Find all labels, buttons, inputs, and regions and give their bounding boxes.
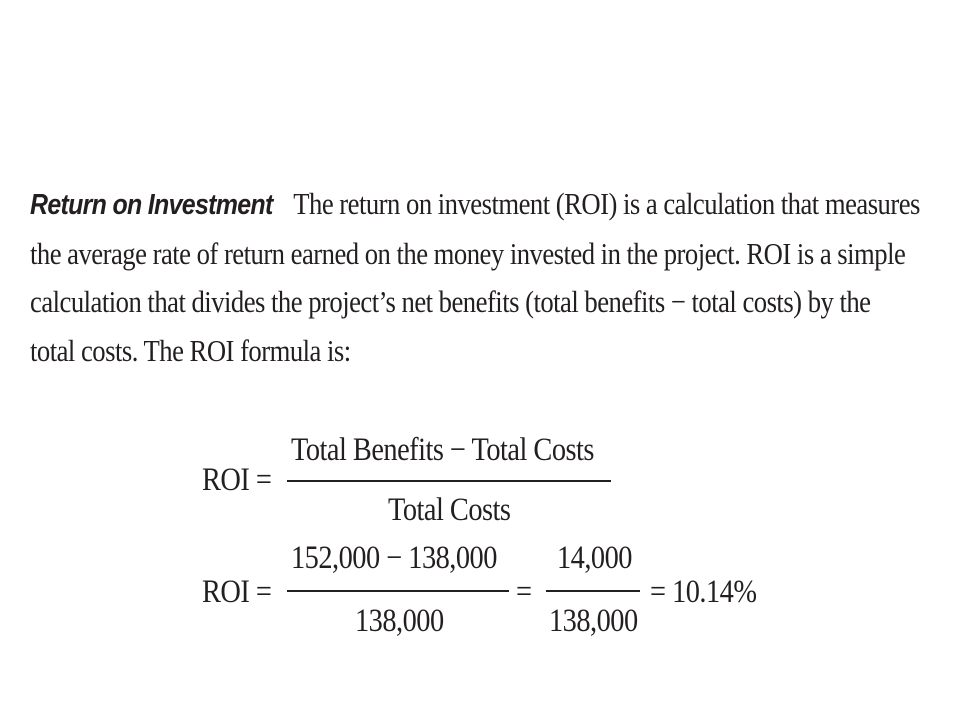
paragraph-line-4: total costs. The ROI formula is: bbox=[30, 332, 351, 368]
paragraph-line-2: the average rate of return earned on the money invested in the project. ROI is a simple bbox=[30, 235, 906, 271]
formula2-fraction-bar-2 bbox=[546, 590, 640, 592]
formula2-numerator2: 14,000 bbox=[557, 540, 632, 576]
formula2-lhs: ROI = bbox=[202, 574, 272, 610]
formula1-lhs: ROI = bbox=[202, 462, 272, 498]
formula1-denominator: Total Costs bbox=[388, 492, 511, 528]
section-heading: Return on Investment bbox=[30, 189, 273, 221]
formula2-denominator1: 138,000 bbox=[355, 603, 444, 639]
formula2-numerator1: 152,000 − 138,000 bbox=[291, 540, 497, 576]
paragraph-line-1 bbox=[30, 180, 942, 230]
formula1-numerator: Total Benefits − Total Costs bbox=[291, 432, 594, 468]
formula2-denominator2: 138,000 bbox=[549, 603, 638, 639]
formula2-fraction-bar-1 bbox=[287, 590, 509, 592]
formula1-fraction-bar bbox=[287, 480, 611, 482]
roi-paragraph bbox=[30, 180, 942, 375]
paragraph-line-3: calculation that divides the project’s net benefits (total benefits − total costs) by the bbox=[30, 284, 871, 319]
formula2-result: = 10.14% bbox=[650, 574, 757, 610]
formula2-equals1: = bbox=[516, 574, 532, 610]
paragraph-line-1-text: The return on investment (ROI) is a calculation that measures bbox=[293, 186, 920, 221]
